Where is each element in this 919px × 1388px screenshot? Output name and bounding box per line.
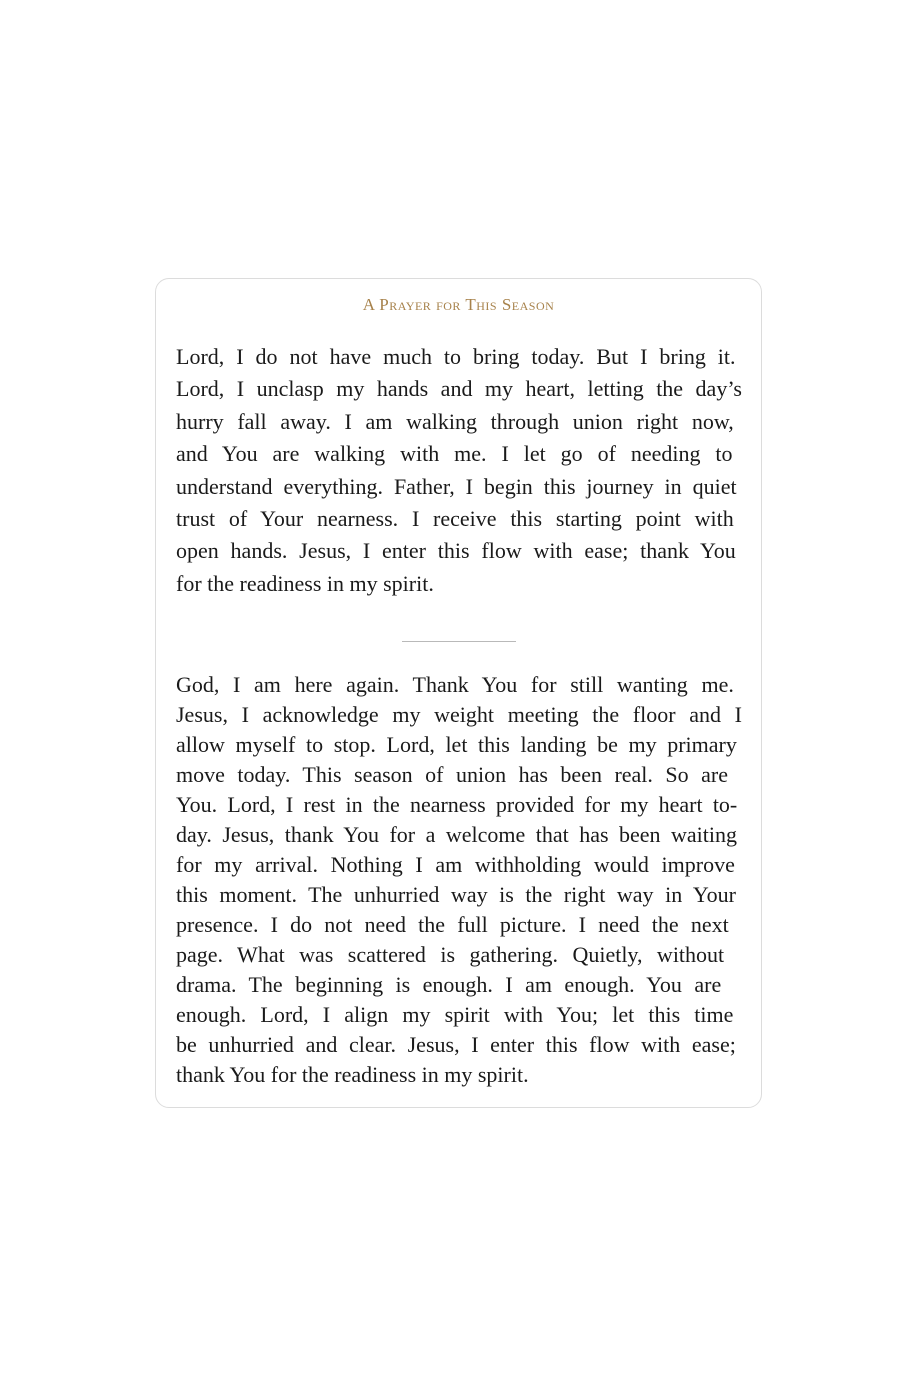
card-title: A Prayer for This Season <box>362 295 555 314</box>
paragraph-line: this moment. The unhurried way is the right way in Your <box>176 882 736 907</box>
paragraph-line: You. Lord, I rest in the nearness provided for my heart to- <box>176 792 738 817</box>
paragraph-line: allow myself to stop. Lord, let this landing be my primary <box>176 732 737 757</box>
paragraph-line: God, I am here again. Thank You for still wanting me. <box>176 672 734 697</box>
prayer-paragraph-2 <box>176 670 742 1090</box>
paragraph-line: thank You for the readiness in my spirit. <box>176 1062 529 1087</box>
paragraph-line: for the readiness in my spirit. <box>176 570 434 596</box>
paragraph-line: Jesus, I acknowledge my weight meeting the floor and I <box>176 702 742 727</box>
paragraph-line: trust of Your nearness. I receive this starting point with <box>176 506 734 532</box>
paragraph-line: drama. The beginning is enough. I am enough. You are <box>176 972 722 997</box>
paragraph-line: for my arrival. Nothing I am withholding would improve <box>176 852 735 877</box>
paragraph-line: move today. This season of union has been real. So are <box>176 762 729 787</box>
paragraph-line: day. Jesus, thank You for a welcome that has been waiting <box>176 822 738 847</box>
paragraph-line: hurry fall away. I am walking through union right now, <box>176 408 734 434</box>
section-divider <box>402 641 516 642</box>
paragraph-line: understand everything. Father, I begin this journey in quiet <box>176 473 737 499</box>
paragraph-line: be unhurried and clear. Jesus, I enter this flow with ease; <box>176 1032 736 1057</box>
paragraph-line: page. What was scattered is gathering. Quietly, without <box>176 942 725 967</box>
prayer-paragraph-1 <box>176 341 742 600</box>
paragraph-line: Lord, I unclasp my hands and my heart, letting the day’s <box>176 376 742 402</box>
paragraph-line: open hands. Jesus, I enter this flow with ease; thank You <box>176 538 736 564</box>
paragraph-line: Lord, I do not have much to bring today. But I bring it. <box>176 344 736 369</box>
prayer-card <box>155 278 762 1108</box>
paragraph-line: presence. I do not need the full picture. I need the next <box>176 912 729 937</box>
paragraph-line: and You are walking with me. I let go of needing to <box>176 441 733 467</box>
paragraph-line: enough. Lord, I align my spirit with You; let this time <box>176 1002 734 1027</box>
